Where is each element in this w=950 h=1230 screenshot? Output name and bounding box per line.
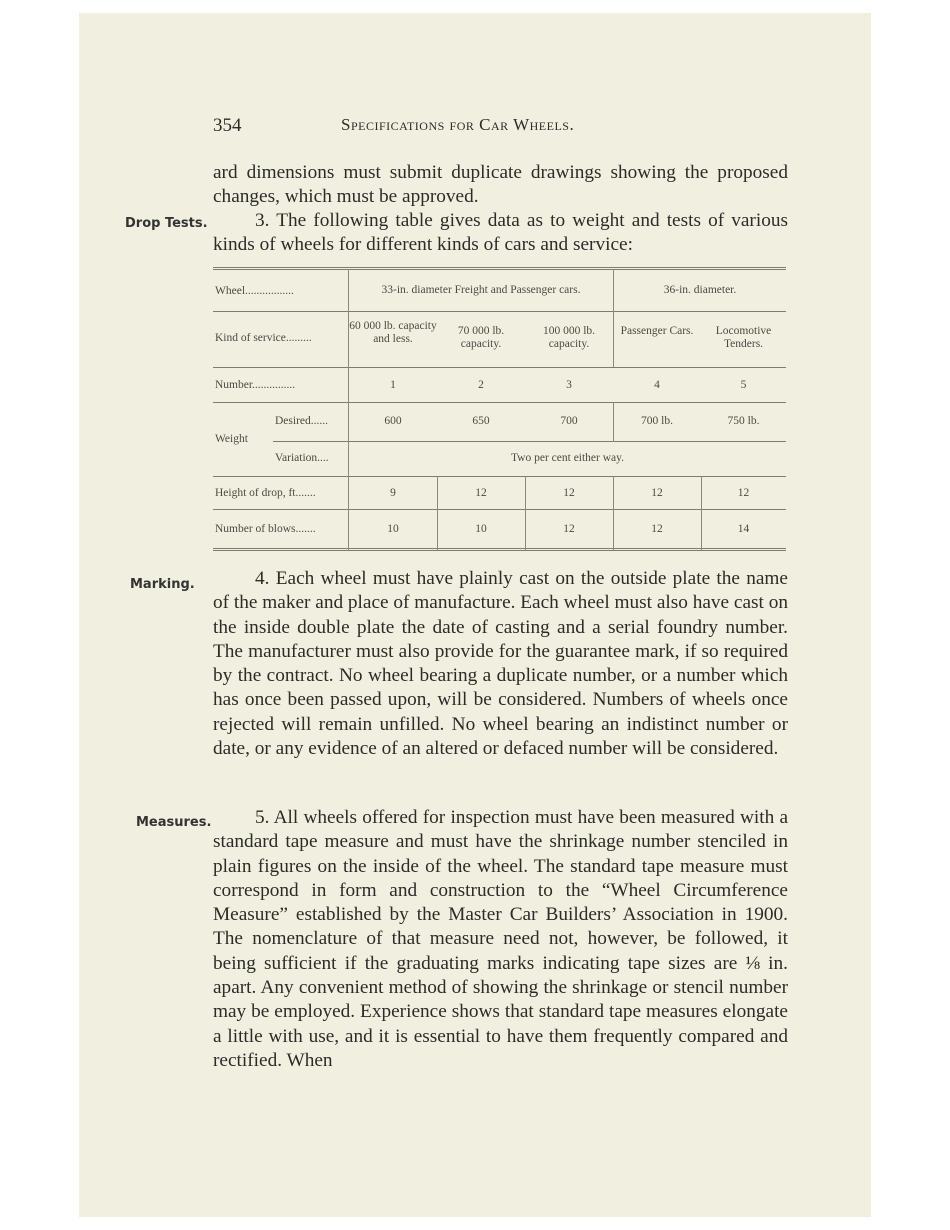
number-of-blows-cell: 12	[651, 523, 663, 535]
desired-weight-cell: 600	[384, 415, 402, 427]
height-of-drop-cell: 12	[737, 487, 750, 499]
margin-note-marking: Marking.	[130, 577, 195, 592]
height-of-drop-cell: 9	[390, 487, 396, 499]
label-variation: Variation....	[275, 452, 329, 464]
label-number-of-blows: Number of blows.......	[215, 523, 316, 535]
number-cell: 1	[390, 379, 396, 391]
kind-cell: 60 000 lb. capacity and less.	[349, 320, 437, 345]
height-of-drop-cell: 12	[475, 487, 487, 499]
paragraph-measures: 5. All wheels offered for inspection must have been measured with a standard tape measure and must have the shrinkage number stenciled in plain figures on the inside of the wheel. The standard tape measure must correspond in form and construction to the “Wheel Circumference Measure” established by the Master Car Builders’ Association in 1900. The nomenclature of that measure need not, however, be followed, it being sufficient if the graduating marks indicating tape sizes are ⅛ in. apart. Any convenient method of showing the shrinkage or stencil number may be employed. Experience shows that standard tape measures elongate a little with use, and it is essential to have them frequently compared and rectified. When	[213, 807, 788, 1071]
number-cell: 5	[740, 379, 747, 391]
label-height-of-drop: Height of drop, ft.......	[215, 487, 316, 499]
number-cell: 3	[566, 379, 572, 391]
label-desired: Desired......	[275, 415, 329, 427]
paragraph-continued: ard dimensions must submit duplicate drawings showing the proposed changes, which must be approved.	[213, 162, 788, 208]
header-36-in-diameter: 36-in. diameter.	[663, 284, 737, 296]
kind-cell: Locomotive Tenders.	[715, 325, 772, 350]
number-of-blows-cell: 10	[387, 523, 399, 535]
paragraph-marking: 4. Each wheel must have plainly cast on the outside plate the name of the maker and place of manufacture. Each wheel must also have cast on the inside double plate the date of casting and a serial foundry number. The manufacturer must also provide for the guarantee mark, if so required by the contract. No wheel bearing a duplicate number, or a number which has once been passed upon, will be considered. Numbers of wheels once rejected will remain unfilled. No wheel bearing an indistinct number or date, or any evidence of an altered or defaced number will be considered.	[213, 568, 788, 760]
number-of-blows-cell: 14	[737, 523, 750, 535]
label-kind-of-service: Kind of service.........	[215, 332, 312, 344]
number-of-blows-cell: 10	[475, 523, 487, 535]
number-cell: 2	[478, 379, 484, 391]
wheel-data-table	[213, 267, 786, 552]
kind-cell: 70 000 lb. capacity.	[457, 325, 505, 350]
height-of-drop-cell: 12	[651, 487, 663, 499]
variation-cell: Two per cent either way.	[510, 452, 625, 464]
number-cell: 4	[654, 379, 660, 391]
margin-note-measures: Measures.	[136, 815, 212, 830]
desired-weight-cell: 650	[472, 415, 490, 427]
label-wheel: Wheel.................	[215, 285, 294, 297]
desired-weight-cell: 750 lb.	[727, 415, 760, 427]
desired-weight-cell: 700	[560, 415, 578, 427]
label-weight: Weight	[215, 433, 248, 445]
number-of-blows-cell: 12	[563, 523, 575, 535]
margin-note-drop-tests: Drop Tests.	[125, 216, 208, 231]
kind-cell: Passenger Cars.	[620, 325, 694, 337]
kind-cell: 100 000 lb. capacity.	[542, 325, 596, 350]
header-freight-passenger: 33-in. diameter Freight and Passenger cars.	[381, 284, 581, 296]
label-number: Number...............	[215, 379, 296, 391]
desired-weight-cell: 700 lb.	[641, 415, 673, 427]
running-title: Specifications for Car Wheels.	[341, 115, 575, 134]
height-of-drop-cell: 12	[563, 487, 575, 499]
page-header	[213, 115, 786, 139]
page-number: 354	[213, 115, 242, 136]
paragraph-drop-tests: 3. The following table gives data as to weight and tests of various kinds of wheels for different kinds of cars and service:	[213, 210, 788, 256]
